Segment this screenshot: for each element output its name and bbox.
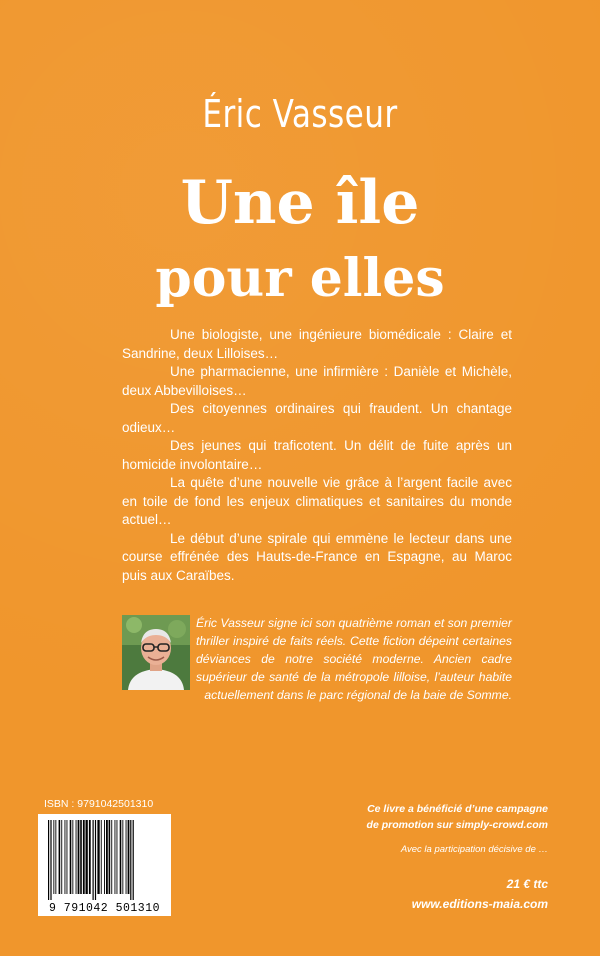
book-title-line-2: pour elles [155, 248, 445, 309]
barcode-number: 9 791042 501310 [48, 902, 161, 915]
author-portrait-illustration [122, 615, 190, 690]
book-title-line-1: Une île [180, 168, 420, 238]
participation-note: Avec la participation décisive de … [400, 844, 548, 855]
promotion-line-2: de promotion sur simply-crowd.com [366, 819, 548, 831]
synopsis [122, 326, 512, 585]
isbn-barcode [38, 814, 171, 916]
synopsis-paragraph: La quête d’une nouvelle vie grâce à l’argent facile avec en toile de fond les enjeux climatiques et sanitaires du monde actuel… [122, 475, 512, 527]
author-name: Éric Vasseur [202, 92, 398, 136]
synopsis-paragraph: Des jeunes qui traficotent. Un délit de fuite après un homicide involontaire… [122, 438, 512, 472]
synopsis-paragraph: Des citoyennes ordinaires qui fraudent. Un chantage odieux… [122, 401, 512, 435]
publisher-website: www.editions-maia.com [411, 897, 548, 911]
synopsis-paragraph: Le début d’une spirale qui emmène le lecteur dans une course effrénée des Hauts-de-France en Espagne, au Maroc puis aux Caraïbes. [122, 530, 512, 583]
isbn-label: ISBN : 9791042501310 [44, 798, 154, 810]
author-photo [122, 615, 190, 690]
promotion-line-1: Ce livre a bénéficié d’une campagne [367, 803, 548, 815]
author-biography: Éric Vasseur signe ici son quatrième roman et son premier thriller inspiré de faits réels. Cette fiction dépeint certaines déviances de notre société moderne. Ancien cadre supérieur de santé de la métropole lilloise, l’auteur habite actuellement dans le parc régional de la baie de Somme. [196, 616, 512, 702]
synopsis-paragraph: Une pharmacienne, une infirmière : Danièle et Michèle, deux Abbevilloises… [122, 364, 512, 398]
synopsis-paragraph: Une biologiste, une ingénieure biomédicale : Claire et Sandrine, deux Lilloises… [122, 327, 512, 361]
promotion-note [318, 801, 548, 833]
price-label: 21 € ttc [506, 877, 548, 891]
barcode-bars-icon [38, 814, 171, 902]
